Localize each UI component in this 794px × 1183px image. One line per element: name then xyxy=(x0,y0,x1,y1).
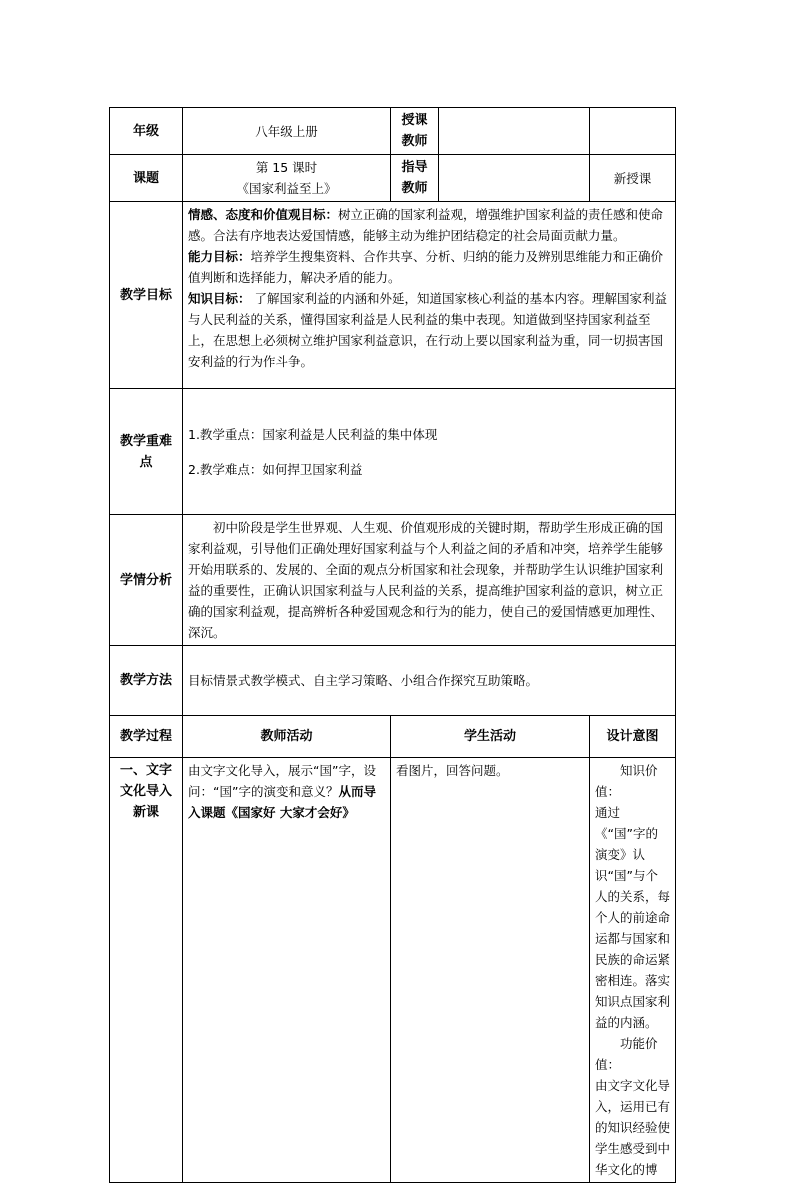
stage1-student: 看图片，回答问题。 xyxy=(391,758,590,1183)
process-label: 教学过程 xyxy=(110,716,183,758)
row-method xyxy=(110,646,676,716)
row-keypoints xyxy=(110,389,676,515)
design-text-1: 通过《“国”字的演变》认识“国”与个人的关系，每个人的前途命运都与国家和民族的命运紧密相连。落实知识点国家利益的内涵。 xyxy=(595,805,671,1030)
topic-label: 课题 xyxy=(110,155,183,202)
emotion-goal-title: 情感、态度和价值观目标： xyxy=(188,207,339,222)
topic-line1: 第 15 课时 xyxy=(255,160,318,175)
ability-goal-title: 能力目标： xyxy=(188,249,251,264)
knowledge-goal-title: 知识目标： xyxy=(188,291,251,306)
emotion-goal-text: 树立正确的国家利益观，增强维护国家利益的责任感和使命感。合法有序地表达爱国情感，能够主动为维护团结稳定的社会局面贡献力量。 xyxy=(188,207,664,243)
method-label: 教学方法 xyxy=(110,646,183,716)
emotion-goal xyxy=(188,204,670,246)
teacher-value xyxy=(439,108,590,155)
goals-label: 教学目标 xyxy=(110,202,183,389)
keypoints-label: 教学重难点 xyxy=(110,389,183,515)
row-grade xyxy=(110,108,676,155)
row-stage-1 xyxy=(110,758,676,1183)
design-title-1: 知识价值： xyxy=(595,763,658,799)
col-student-activity: 学生活动 xyxy=(391,716,590,758)
topic-line2: 《国家利益至上》 xyxy=(236,181,337,196)
analysis-text: 初中阶段是学生世界观、人生观、价值观形成的关键时期，帮助学生形成正确的国家利益观，引导他们正确处理好国家利益与个人利益之间的矛盾和冲突，培养学生能够开始用联系的、发展的、全面的观点分析国家和社会现象，并帮助学生认识维护国家利益的重要性，正确认识国家利益与人民利益的关系，提高维护国家利益的意识，树立正确的国家利益观，提高辨析各种爱国观念和行为的能力，使自己的爱国情感更加理性、深沉。 xyxy=(188,520,664,640)
grade-label: 年级 xyxy=(110,108,183,155)
design-text-2: 由文字文化导入，运用已有的知识经验使学生感受到中华文化的博 xyxy=(595,1078,671,1177)
row-topic xyxy=(110,155,676,202)
col-design-intent: 设计意图 xyxy=(590,716,676,758)
keypoint-1: 1.教学重点：国家利益是人民利益的集中体现 xyxy=(188,426,438,442)
stage1-design xyxy=(590,758,676,1183)
row-process-header xyxy=(110,716,676,758)
knowledge-goal-text: 了解国家利益的内涵和外延，知道国家核心利益的基本内容。理解国家利益与人民利益的关系，懂得国家利益是人民利益的集中表现。知道做到坚持国家利益至上，在思想上必须树立维护国家利益意识，在行动上要以国家利益为重，同一切损害国安利益的行为作斗争。 xyxy=(188,291,667,369)
topic-value xyxy=(183,155,391,202)
analysis-content xyxy=(183,515,676,646)
row-analysis xyxy=(110,515,676,646)
design-title-2: 功能价值： xyxy=(595,1036,658,1072)
guide-label: 指导教师 xyxy=(391,155,439,202)
goals-content xyxy=(183,202,676,389)
stage1-teacher-text2: 从而导入课题《国家好 大家才会好》 xyxy=(188,784,376,820)
keypoints-content xyxy=(183,389,676,515)
col-teacher-activity: 教师活动 xyxy=(183,716,391,758)
stage1-label: 一、文字文化导入新课 xyxy=(110,758,183,1183)
lesson-type: 新授课 xyxy=(590,155,676,202)
teacher-extra xyxy=(590,108,676,155)
method-text: 目标情景式教学模式、自主学习策略、小组合作探究互助策略。 xyxy=(183,646,676,716)
keypoint-2: 2.教学难点：如何捍卫国家利益 xyxy=(188,461,363,477)
stage1-teacher xyxy=(183,758,391,1183)
teacher-label: 授课教师 xyxy=(391,108,439,155)
knowledge-goal xyxy=(188,288,670,372)
grade-value: 八年级上册 xyxy=(183,108,391,155)
lesson-plan-table xyxy=(109,107,676,1183)
ability-goal-text: 培养学生搜集资料、合作共享、分析、归纳的能力及辨别思维能力和正确价值判断和选择能力，解决矛盾的能力。 xyxy=(188,249,664,285)
guide-value xyxy=(439,155,590,202)
stage1-teacher-text1: 由文字文化导入，展示“国”字，设问：“国”字的演变和意义？ xyxy=(188,763,376,799)
ability-goal xyxy=(188,246,670,288)
analysis-label: 学情分析 xyxy=(110,515,183,646)
row-goals xyxy=(110,202,676,389)
